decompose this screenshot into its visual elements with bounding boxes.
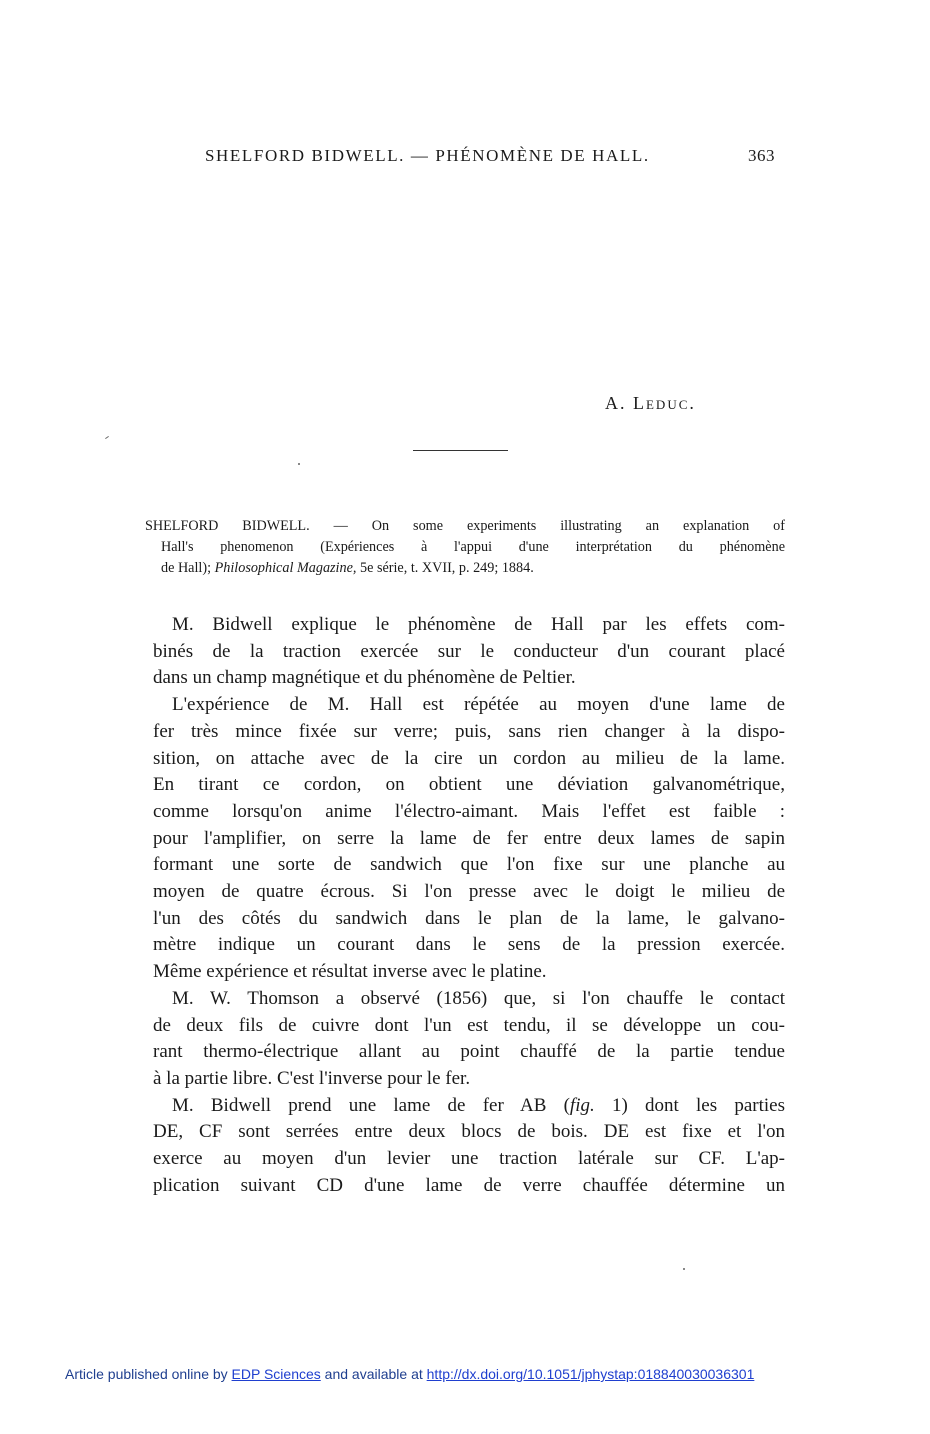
- signature-initial: A.: [605, 393, 627, 413]
- doi-link[interactable]: http://dx.doi.org/10.1051/jphystap:018840030036301: [426, 1366, 755, 1382]
- body-line: [153, 1093, 785, 1120]
- body-line: L'expérience de M. Hall est répétée au moyen d'une lame de: [172, 694, 785, 716]
- running-head-title: SHELFORD BIDWELL. — PHÉNOMÈNE DE HALL.: [205, 146, 650, 165]
- body-line: plication suivant CD d'une lame de verre chauffée détermine un: [153, 1174, 785, 1196]
- reference-text: de Hall);: [161, 560, 215, 576]
- scan-speck: [298, 463, 300, 465]
- body-line: DE, CF sont serrées entre deux blocs de bois. DE est fixe et l'on: [153, 1121, 785, 1143]
- body-line: exerce au moyen d'un levier une traction latérale sur CF. L'ap-: [153, 1148, 785, 1170]
- footer-middle: and available at: [320, 1366, 427, 1382]
- publication-footer: [65, 1366, 754, 1382]
- scan-speck: [683, 1268, 685, 1270]
- body-text: 1) dont les parties: [594, 1094, 785, 1116]
- body-line: M. Bidwell explique le phénomène de Hall par les effets com-: [172, 614, 785, 635]
- body-line: de deux fils de cuivre dont l'un est tendu, il se développe un cou-: [153, 1014, 785, 1036]
- reference-line: SHELFORD BIDWELL. — On some experiments illustrating an explanation of: [145, 518, 785, 534]
- signature-surname: Leduc.: [633, 393, 696, 413]
- page-number: 363: [748, 146, 775, 165]
- body-line: à la partie libre. C'est l'inverse pour le fer.: [153, 1067, 471, 1089]
- body-line: mètre indique un courant dans le sens de la pression exercée.: [153, 934, 785, 956]
- bibliographic-reference: [145, 516, 785, 579]
- footer-prefix: Article published online by: [65, 1366, 232, 1382]
- body-line: En tirant ce cordon, on obtient une déviation galvanométrique,: [153, 774, 785, 796]
- scan-speck: [105, 436, 109, 439]
- body-line: moyen de quatre écrous. Si l'on presse avec le doigt le milieu de: [153, 881, 785, 903]
- reference-line: [145, 558, 785, 579]
- body-line: l'un des côtés du sandwich dans le plan de la lame, le galvano-: [153, 907, 785, 929]
- body-line: formant une sorte de sandwich que l'on fixe sur une planche au: [153, 854, 785, 876]
- body-line: Même expérience et résultat inverse avec le platine.: [153, 961, 547, 983]
- body-line: sition, on attache avec de la cire un cordon au milieu de la lame.: [153, 747, 785, 769]
- figure-reference: fig.: [569, 1094, 595, 1116]
- body-line: fer très mince fixée sur verre; puis, sans rien changer à la dispo-: [153, 720, 785, 742]
- reference-text: 5e série, t. XVII, p. 249; 1884.: [356, 560, 534, 576]
- body-text: M. Bidwell prend une lame de fer AB (: [172, 1094, 570, 1116]
- publisher-link[interactable]: EDP Sciences: [231, 1366, 321, 1382]
- body-line: rant thermo-électrique allant au point chauffé de la partie tendue: [153, 1041, 785, 1063]
- running-head: [205, 146, 775, 166]
- body-line: binés de la traction exercée sur le conducteur d'un courant placé: [153, 640, 785, 662]
- author-signature: [605, 393, 696, 414]
- journal-title: Philosophical Magazine,: [214, 560, 357, 576]
- body-line: pour l'amplifier, on serre la lame de fer entre deux lames de sapin: [153, 827, 785, 849]
- body-line: M. W. Thomson a observé (1856) que, si l'on chauffe le contact: [172, 987, 785, 1009]
- body-line: dans un champ magnétique et du phénomène de Peltier.: [153, 667, 576, 689]
- reference-line: Hall's phenomenon (Expériences à l'appui d'une interprétation du phénomène: [161, 539, 785, 555]
- body-line: comme lorsqu'on anime l'électro-aimant. Mais l'effet est faible :: [153, 800, 785, 822]
- section-divider: [413, 450, 508, 451]
- article-body: [153, 612, 785, 1199]
